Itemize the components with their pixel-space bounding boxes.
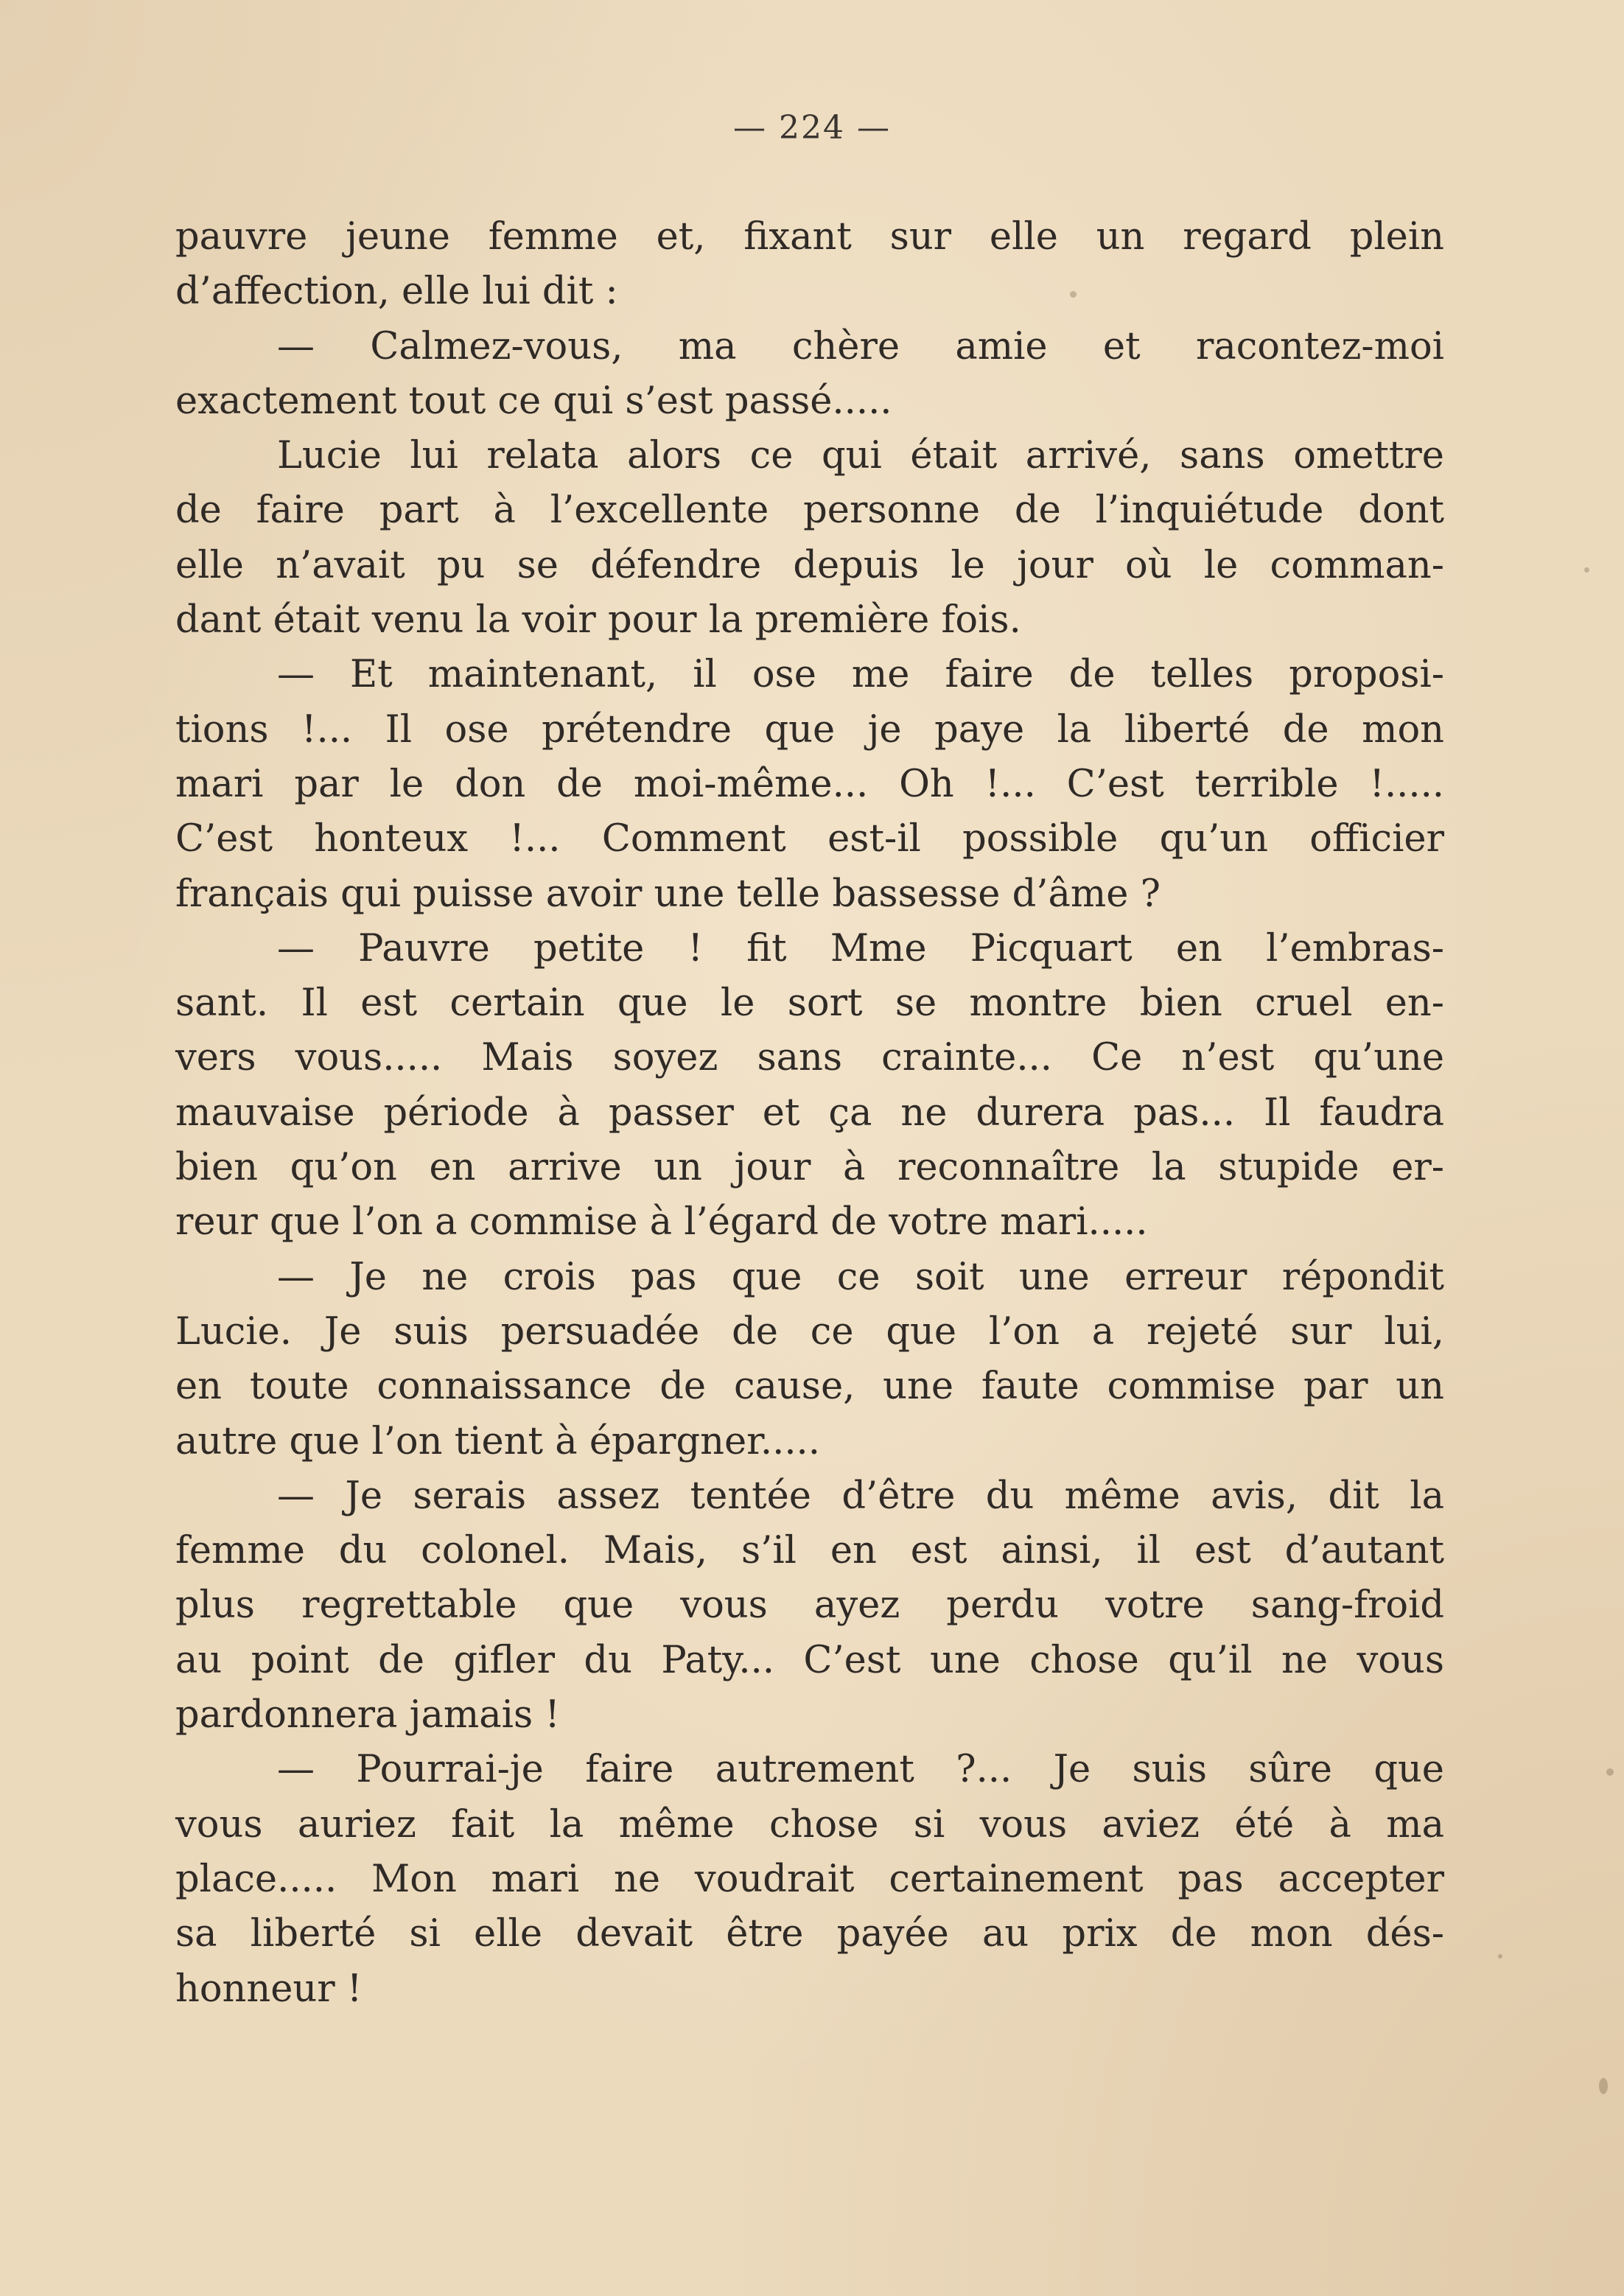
text-line: pauvre jeune femme et, fixant sur elle un regard plein <box>175 215 1444 259</box>
text-line: exactement tout ce qui s’est passé..... <box>175 379 892 423</box>
text-line: au point de gifler du Paty... C’est une chose qu’il ne vous <box>175 1638 1444 1682</box>
text-line: sant. Il est certain que le sort se montre bien cruel en- <box>175 981 1444 1026</box>
text-line: elle n’avait pu se défendre depuis le jour où le comman- <box>175 543 1444 587</box>
text-line: Lucie. Je suis persuadée de ce que l’on a rejeté sur lui, <box>175 1309 1444 1354</box>
text-line: tions !... Il ose prétendre que je paye la liberté de mon <box>175 707 1444 752</box>
text-line: — Calmez-vous, ma chère amie et racontez-moi <box>277 324 1444 368</box>
text-line: vous auriez fait la même chose si vous aviez été à ma <box>175 1802 1444 1847</box>
text-line: C’est honteux !... Comment est-il possible qu’un officier <box>175 817 1444 861</box>
text-line: femme du colonel. Mais, s’il en est ainsi, il est d’autant <box>175 1529 1444 1573</box>
text-line: honneur ! <box>175 1967 363 2011</box>
text-line: — Je serais assez tentée d’être du même avis, dit la <box>277 1474 1444 1518</box>
text-line: d’affection, elle lui dit : <box>175 270 618 314</box>
page-number: — 224 — <box>733 109 891 147</box>
text-line: dant était venu la voir pour la première fois. <box>175 598 1021 643</box>
text-line: autre que l’on tient à épargner..... <box>175 1419 820 1463</box>
text-line: Lucie lui relata alors ce qui était arrivé, sans omettre <box>277 434 1444 478</box>
text-line: plus regrettable que vous ayez perdu votre sang-froid <box>175 1583 1444 1628</box>
text-line: de faire part à l’excellente personne de l’inquiétude dont <box>175 489 1444 533</box>
text-line: — Pourrai-je faire autrement ?... Je suis sûre que <box>277 1748 1444 1792</box>
text-line: reur que l’on a commise à l’égard de votre mari..... <box>175 1200 1148 1245</box>
text-line: français qui puisse avoir une telle bassesse d’âme ? <box>175 872 1161 916</box>
text-line: mauvaise période à passer et ça ne durera pas... Il faudra <box>175 1091 1444 1135</box>
paper-speck <box>1599 2078 1608 2094</box>
body-text <box>175 210 1444 2017</box>
text-line: vers vous..... Mais soyez sans crainte... Ce n’est qu’une <box>175 1036 1444 1080</box>
paper-speck <box>1584 567 1589 573</box>
paper-speck <box>1498 1954 1502 1959</box>
text-line: bien qu’on en arrive un jour à reconnaître la stupide er- <box>175 1146 1444 1190</box>
text-line: pardonnera jamais ! <box>175 1693 560 1737</box>
text-line: en toute connaissance de cause, une faute commise par un <box>175 1365 1444 1409</box>
paper-speck <box>1606 1768 1614 1776</box>
text-line: — Je ne crois pas que ce soit une erreur répondit <box>277 1255 1444 1299</box>
text-line: sa liberté si elle devait être payée au prix de mon dés- <box>175 1912 1444 1956</box>
text-line: mari par le don de moi-même... Oh !... C’est terrible !..... <box>175 762 1444 806</box>
text-line: — Et maintenant, il ose me faire de telles proposi- <box>277 653 1444 697</box>
text-line: — Pauvre petite ! fit Mme Picquart en l’embras- <box>277 926 1444 970</box>
text-line: place..... Mon mari ne voudrait certainement pas accepter <box>175 1857 1444 1901</box>
